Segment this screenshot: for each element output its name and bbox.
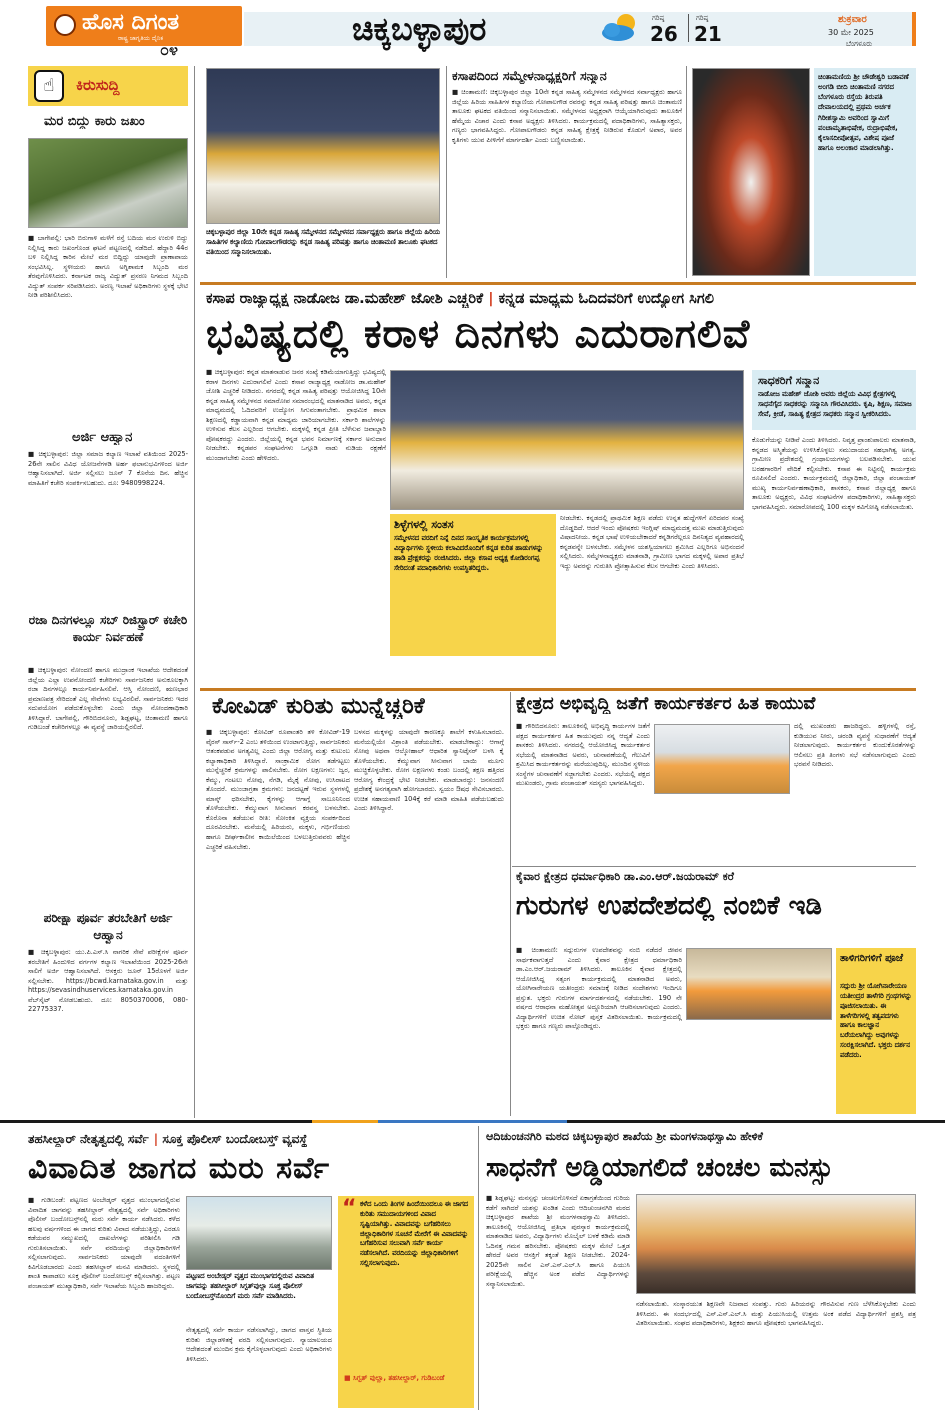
hand-icon: ☝ (34, 70, 64, 102)
brief-body-2: ■ ಚಿಕ್ಕಬಳ್ಳಾಪುರ: ಜಿಲ್ಲಾ ಸಮಾಜ ಕಲ್ಯಾಣ ಇಲಾಖೆ ವತಿಯಿಂದ 2025-26ನೇ ಸಾಲಿನ ವಿವಿಧ ಯೋಜನೆಗಳಡಿ ಅರ್ಹ ಫಲಾನುಭವಿಗಳಿಂದ ಅರ್ಜಿ ಆಹ್ವಾನಿಸಲಾಗಿದೆ. ಅರ್ಜಿ ಸಲ್ಲಿಸಲು ಜೂನ್ 7 ಕೊನೆಯ ದಿನ. ಹೆಚ್ಚಿನ ಮಾಹಿತಿಗೆ ಕಚೇರಿ ಸಂಪರ್ಕಿಸಬಹುದು. ದೂ: 9480998224. (28, 450, 188, 487)
guru-body: ■ ಚಿಂತಾಮಣಿ: ಸದ್ಗುರುಗಳ ಉಪದೇಶವನ್ನು ನಂಬಿ ನಡೆದರೆ ಜೀವನ ಸಾರ್ಥಕವಾಗುತ್ತದೆ ಎಂದು ಕೈವಾರ ಕ್ಷೇತ್ರದ ಧರ್ಮಾಧಿಕಾರಿ ಡಾ.ಎಂ.ಆರ್.ಜಯರಾಮ್ ತಿಳಿಸಿದರು. ತಾಲೂಕಿನ ಕೈವಾರ ಕ್ಷೇತ್ರದಲ್ಲಿ ಆಯೋಜಿಸಿದ್ದ ಸತ್ಸಂಗ ಕಾರ್ಯಕ್ರಮದಲ್ಲಿ ಮಾತನಾಡಿದ ಅವರು, ಯೋಗಿನಾರೇಯಣ ಯತೀಂದ್ರರು ಸಮಾಜಕ್ಕೆ ನೀಡಿದ ಸಂದೇಶಗಳು ಇಂದಿಗೂ ಪ್ರಸ್ತುತ. ಭಕ್ತರು ಗುರುಗಳ ಮಾರ್ಗದರ್ಶನದಲ್ಲಿ ನಡೆಯಬೇಕು. 190 ನೇ ವರ್ಷದ ಆರಾಧನಾ ಮಹೋತ್ಸವ ಅದ್ದೂರಿಯಾಗಿ ಆಚರಿಸಲಾಗುವುದು ಎಂದರು. ವಿದ್ಯಾರ್ಥಿಗಳಿಗೆ ಉಚಿತ ನೋಟ್ ಪುಸ್ತಕ ವಿತರಿಸಲಾಯಿತು. ಕಾರ್ಯಕ್ರಮದಲ್ಲಿ ಭಕ್ತರು ಹಾಗೂ ಗಣ್ಯರು ಪಾಲ್ಗೊಂಡಿದ್ದರು. (516, 946, 682, 1031)
logo-text: ಹೊಸ ದಿಗಂತ (82, 10, 180, 35)
survey-kicker-right: ಸೂಕ್ತ ಪೊಲೀಸ್ ಬಂದೋಬಸ್ತ್ ವ್ಯವಸ್ಥೆ (162, 1132, 308, 1146)
registration-marks (846, 1410, 886, 1416)
survey-body-2: ನೇತೃತ್ವದಲ್ಲಿ ಸರ್ವೆ ಕಾರ್ಯ ನಡೆಸಲಾಗಿದ್ದು, ಜಾಗದ ವಾಸ್ತವ ಸ್ಥಿತಿಯ ಕುರಿತು ಜಿಲ್ಲಾಡಳಿತಕ್ಕೆ ವರದಿ ಸಲ್ಲಿಸಲಾಗುವುದು. ನ್ಯಾಯಾಲಯದ ಆದೇಶದಂತೆ ಮುಂದಿನ ಕ್ರಮ ಕೈಗೊಳ್ಳಲಾಗುವುದು ಎಂದು ಅಧಿಕಾರಿಗಳು ತಿಳಿಸಿದರು. (186, 1326, 332, 1363)
kirusuddi-label: ಕಿರುಸುದ್ದಿ (76, 76, 120, 94)
survey-headline: ವಿವಾದಿತ ಜಾಗದ ಮರು ಸರ್ವೆ (28, 1151, 331, 1186)
brief-title-4: ಪರೀಕ್ಷಾ ಪೂರ್ವ ತರಬೇತಿಗೆ ಅರ್ಜಿ ಆಹ್ವಾನ (43, 911, 173, 942)
brief-title-2: ಅರ್ಜಿ ಆಹ್ವಾನ (72, 430, 133, 445)
guru-sidebox-title: ತಾಳಿಗರಿಗಳಿಗೆ ಪೂಜೆ (840, 953, 904, 964)
workers-photo (654, 724, 790, 794)
column-divider (446, 66, 447, 278)
column-divider (510, 692, 511, 1116)
car-damage-photo (28, 138, 188, 228)
workers-body: ■ ಗೌರಿಬಿದನೂರು: ತಾಲೂಕಿನಲ್ಲಿ ಅಭಿವೃದ್ಧಿ ಕಾರ್ಯಗಳ ಜತೆಗೆ ಪಕ್ಷದ ಕಾರ್ಯಕರ್ತರ ಹಿತ ಕಾಯುವುದು ನನ್ನ ಆದ್ಯತೆ ಎಂದು ಶಾಸಕರು ತಿಳಿಸಿದರು. ನಗರದಲ್ಲಿ ಆಯೋಜಿಸಿದ್ದ ಕಾರ್ಯಕರ್ತರ ಸಭೆಯಲ್ಲಿ ಮಾತನಾಡಿದ ಅವರು, ಚುನಾವಣೆಯಲ್ಲಿ ಗೆಲುವಿಗೆ ಶ್ರಮಿಸಿದ ಕಾರ್ಯಕರ್ತರನ್ನು ಮರೆಯುವುದಿಲ್ಲ. ಮುಂದಿನ ಸ್ಥಳೀಯ ಸಂಸ್ಥೆಗಳ ಚುನಾವಣೆಗೆ ಸಜ್ಜಾಗಬೇಕು ಎಂದರು. ಸಭೆಯಲ್ಲಿ ಪಕ್ಷದ ಮುಖಂಡರು, ಗ್ರಾಮ ಪಂಚಾಯತ್ ಸದಸ್ಯರು ಭಾಗವಹಿಸಿದ್ದರು. (516, 722, 650, 788)
issue-edition: ಬೆಂಗಳೂರು (846, 40, 873, 48)
registration-marks (90, 1410, 130, 1416)
logo-subtitle: ರಾಷ್ಟ್ರ ಜಾಗೃತಿಯ ದೈನಿಕ (118, 35, 164, 42)
brief-title-1: ಮರ ಬಿದ್ದು ಕಾರು ಜಖಂ (44, 114, 145, 129)
quote-icon: “ (342, 1196, 357, 1221)
main-photo-caption: ಸಮ್ಮೇಳನದ ವರದಿಗೆ ನಿನ್ನೆ ದಿನದ ಸಾಂಸ್ಕೃತಿಕ ಕಾರ್ಯಕ್ರಮಗಳಲ್ಲಿ ವಿದ್ಯಾರ್ಥಿಗಳು ಸ್ಥಳೀಯ ಕಲಾವಿದರೊಂದಿಗೆ ಕನ್ನಡ ಕುರಿತ ಹಾಡುಗಳನ್ನು ಹಾಡಿ ಪ್ರೇಕ್ಷಕರನ್ನು ರಂಜಿಸಿದರು. ಜಿಲ್ಲಾ ಕಸಾಪ ಅಧ್ಯಕ್ಷ ಕೋಡಿರಂಗಪ್ಪ ಸೇರಿದಂತೆ ಪದಾಧಿಕಾರಿಗಳು ಉಪಸ್ಥಿತರಿದ್ದರು. (394, 534, 544, 572)
page-number: ೦೪ (160, 40, 178, 59)
max-temp: 26 (650, 22, 678, 46)
main-body-mid: ನೀಡಬೇಕು. ಕನ್ನಡದಲ್ಲಿ ಪ್ರಾಥಮಿಕ ಶಿಕ್ಷಣ ಪಡೆದು ಉನ್ನತ ಹುದ್ದೆಗಳಿಗೆ ಏರಿದವರ ಸಂಖ್ಯೆ ದೊಡ್ಡದಿದೆ. ಆದರೆ ಇಂದು ಪೋಷಕರು ಇಂಗ್ಲಿಷ್ ಮಾಧ್ಯಮದತ್ತ ಮುಖ ಮಾಡುತ್ತಿರುವುದು ವಿಷಾದನೀಯ. ಕನ್ನಡ ಭಾಷೆ ಉಳಿಯಬೇಕಾದರೆ ಕನ್ನಡಿಗರೆಲ್ಲರೂ ದಿನನಿತ್ಯದ ವ್ಯವಹಾರದಲ್ಲಿ ಕನ್ನಡವನ್ನೇ ಬಳಸಬೇಕು. ಸಮ್ಮೇಳನ ಯಶಸ್ವಿಯಾಗಲು ಶ್ರಮಿಸಿದ ಎಲ್ಲರಿಗೂ ಅಭಿನಂದನೆ ಸಲ್ಲಿಸಿದರು. ಸಮ್ಮೇಳನಾಧ್ಯಕ್ಷರು ಮಾತನಾಡಿ, ಗ್ರಾಮೀಣ ಭಾಗದ ಮಕ್ಕಳಲ್ಲಿ ಅಪಾರ ಪ್ರತಿಭೆ ಇದ್ದು ಅವರನ್ನು ಗುರುತಿಸಿ ಪ್ರೋತ್ಸಾಹಿಸುವ ಕೆಲಸ ಆಗಬೇಕು ಎಂದು ತಿಳಿಸಿದರು. (560, 514, 744, 570)
column-divider (686, 66, 687, 278)
temple-deity-photo (692, 68, 810, 276)
weather-icon (598, 10, 642, 44)
main-photo-caption-title: ಶಿಳ್ಳೆಗಳಲ್ಲಿ ಸಂತಸ (394, 518, 454, 531)
masthead-accent-bar (912, 12, 916, 46)
survey-photo (186, 1196, 332, 1270)
top-story-title: ಕಸಾಪದಿಂದ ಸಮ್ಮೇಳನಾಧ್ಯಕ್ಷರಿಗೆ ಸನ್ಮಾನ (452, 68, 607, 83)
city-title: ಚಿಕ್ಕಬಳ್ಳಾಪುರ (352, 10, 487, 48)
kirusuddi-header (28, 66, 188, 106)
covid-headline: ಕೋವಿಡ್ ಕುರಿತು ಮುನ್ನೆಚ್ಚರಿಕೆ (212, 694, 425, 719)
logo-emblem-icon (54, 14, 76, 36)
mind-headline: ಸಾಧನೆಗೆ ಅಡ್ಡಿಯಾಗಲಿದೆ ಚಂಚಲ ಮನಸ್ಸು (486, 1153, 834, 1183)
felicitation-caption: ಚಿಕ್ಕಬಳ್ಳಾಪುರ ಜಿಲ್ಲಾ 10ನೇ ಕನ್ನಡ ಸಾಹಿತ್ಯ ಸಮ್ಮೇಳನದ ಸಮ್ಮೇಳನದ ಸರ್ವಾಧ್ಯಕ್ಷರು ಹಾಗೂ ಜಿಲ್ಲೆಯ ಹಿರಿಯ ಸಾಹಿತಿಗಳ ಕಲ್ಯಾಣಿಯ ಗೋಪಾಲಗೌಡರನ್ನು ಕನ್ನಡ ಸಾಹಿತ್ಯ ಪರಿಷತ್ತು ಹಾಗೂ ಚಿಂತಾಮಣಿ ತಾಲೂಕು ಘಟಕದ ವತಿಯಿಂದ ಸನ್ಮಾನಿಸಲಾಯಿತು. (206, 228, 440, 256)
main-headline: ಭವಿಷ್ಯದಲ್ಲಿ ಕರಾಳ ದಿನಗಳು ಎದುರಾಗಲಿವೆ (206, 312, 751, 357)
logo-block (46, 6, 242, 46)
survey-kicker (28, 1128, 468, 1147)
felicitation-photo (206, 68, 440, 224)
main-kicker (206, 288, 916, 308)
kicker-separator: | (488, 291, 499, 307)
main-group-photo (390, 370, 744, 510)
masthead-band (244, 12, 912, 46)
covid-body: ■ ಚಿಕ್ಕಬಳ್ಳಾಪುರ: ಕೋವಿಡ್ ರೂಪಾಂತರಿ ತಳಿ ಕೋವಿಡ್-19 ವೈರಸ್ ಸಾರ್ಸ್-2 ಎಂಬ ತಳಿಯಿಂದ ಉಂಟಾಗುತ್ತಿದ್ದು, ಸಾರ್ವಜನಿಕರು ಆತಂಕಪಡುವ ಅಗತ್ಯವಿಲ್ಲ ಎಂದು ಜಿಲ್ಲಾ ಆರೋಗ್ಯ ಮತ್ತು ಕುಟುಂಬ ಕಲ್ಯಾಣಾಧಿಕಾರಿ ತಿಳಿಸಿದ್ದಾರೆ. ಸಾಂಕ್ರಾಮಿಕ ರೋಗ ತಡೆಗಟ್ಟಲು ಮುನ್ನೆಚ್ಚರಿಕೆ ಕ್ರಮಗಳನ್ನು ಪಾಲಿಸಬೇಕು. ರೋಗ ಲಕ್ಷಣಗಳು: ಜ್ವರ, ಕೆಮ್ಮು, ಗಂಟಲು ನೋವು, ನೆಗಡಿ, ಮೈಕೈ ನೋವು, ಉಸಿರಾಟದ ತೊಂದರೆ. ಮುಂಜಾಗ್ರತಾ ಕ್ರಮಗಳು: ಜನದಟ್ಟಣೆ ಇರುವ ಸ್ಥಳಗಳಲ್ಲಿ ಮಾಸ್ಕ್ ಧರಿಸಬೇಕು, ಕೈಗಳನ್ನು ಆಗಾಗ್ಗೆ ಸಾಬೂನಿನಿಂದ ತೊಳೆಯಬೇಕು. ಕೆಮ್ಮುವಾಗ ಸೀನುವಾಗ ಕರವಸ್ತ್ರ ಬಳಸಬೇಕು. ಕೊರೊನಾ ತಡೆಯುವ ರೀತಿ: ಸೋಂಕಿತ ವ್ಯಕ್ತಿಯ ಸಂಪರ್ಕದಿಂದ ದೂರವಿರಬೇಕು. ಮನೆಯಲ್ಲಿ ಹಿರಿಯರು, ಮಕ್ಕಳು, ಗರ್ಭಿಣಿಯರು ಹಾಗೂ ದೀರ್ಘಕಾಲೀನ ಕಾಯಿಲೆಯಿಂದ ಬಳಲುತ್ತಿರುವವರು ಹೆಚ್ಚಿನ ಎಚ್ಚರಿಕೆ ವಹಿಸಬೇಕು. (206, 728, 350, 851)
guru-sidebox-body: ಸದ್ಗುರು ಶ್ರೀ ಯೋಗಿನಾರೇಯಣ ಯತೀಂದ್ರರ ತಾಳೆಗರಿ ಗ್ರಂಥಗಳನ್ನು ಪೂಜಿಸಲಾಯಿತು. ಈ ತಾಳೆಗರಿಗಳಲ್ಲಿ ತತ್ವಪದಗಳು ಹಾಗೂ ಕಾಲಜ್ಞಾನ ಬರೆಯಲಾಗಿದ್ದು ಅವುಗಳನ್ನು ಸಂರಕ್ಷಿಸಲಾಗಿದೆ. ಭಕ್ತರು ದರ್ಶನ ಪಡೆದರು. (840, 982, 912, 1059)
column-divider (194, 66, 195, 1118)
brief-body-4: ■ ಚಿಕ್ಕಬಳ್ಳಾಪುರ: ಯು.ಪಿ.ಎಸ್.ಸಿ ನಾಗರಿಕ ಸೇವೆ ಪರೀಕ್ಷೆಗಳ ಪೂರ್ವ ತರಬೇತಿಗೆ ಹಿಂದುಳಿದ ವರ್ಗಗಳ ಕಲ್ಯಾಣ ಇಲಾಖೆಯಿಂದ 2025-26ನೇ ಸಾಲಿಗೆ ಅರ್ಜಿ ಆಹ್ವಾನಿಸಲಾಗಿದೆ. ಆಸಕ್ತರು ಜೂನ್ 15ರೊಳಗೆ ಅರ್ಜಿ ಸಲ್ಲಿಸಬೇಕು. https://bcwd.karnataka.gov.in ಮತ್ತು https://sevasindhuservices.karnataka.gov.in ವೆಬ್‌ಸೈಟ್ ನೋಡಬಹುದು. ದೂ: 8050370006, 080-22775337. (28, 948, 188, 1014)
workers-body-2: ದಲ್ಲಿ ಮುಖಂಡರು ಹಾಜರಿದ್ದರು. ಹಳ್ಳಿಗಳಲ್ಲಿ ರಸ್ತೆ, ಕುಡಿಯುವ ನೀರು, ಚರಂಡಿ ವ್ಯವಸ್ಥೆ ಸುಧಾರಣೆಗೆ ಆದ್ಯತೆ ನೀಡಲಾಗುವುದು. ಕಾರ್ಯಕರ್ತರ ಕುಂದುಕೊರತೆಗಳನ್ನು ಆಲಿಸಲು ಪ್ರತಿ ತಿಂಗಳು ಸಭೆ ನಡೆಸಲಾಗುವುದು ಎಂದು ಭರವಸೆ ನೀಡಿದರು. (794, 722, 916, 769)
kicker-separator: | (153, 1132, 163, 1146)
max-temp-label: ಗರಿಷ್ಠ (652, 14, 665, 22)
guru-headline: ಗುರುಗಳ ಉಪದೇಶದಲ್ಲಿ ನಂಬಿಕೆ ಇಡಿ (516, 891, 822, 921)
survey-kicker-left: ತಹಸೀಲ್ದಾರ್ ನೇತೃತ್ವದಲ್ಲಿ ಸರ್ವೆ (28, 1132, 149, 1146)
min-temp: 21 (694, 22, 722, 46)
main-sidebox-body: ನಾಡೋಜ ಮಹೇಶ್ ಜೋಶಿ ಅವರು ಜಿಲ್ಲೆಯ ವಿವಿಧ ಕ್ಷೇತ್ರಗಳಲ್ಲಿ ಸಾಧನೆಗೈದ ಸಾಧಕರನ್ನು ಸನ್ಮಾನಿಸಿ ಗೌರವಿಸಿದರು. ಕೃಷಿ, ಶಿಕ್ಷಣ, ಸಮಾಜ ಸೇವೆ, ಕ್ರೀಡೆ, ಸಾಹಿತ್ಯ ಕ್ಷೇತ್ರದ ಸಾಧಕರು ಸನ್ಮಾನ ಸ್ವೀಕರಿಸಿದರು. (758, 390, 912, 418)
temple-caption: ಚಿಂತಾಮಣಿಯ ಶ್ರೀ ಚೌಡೇಶ್ವರಿ ಬಡಾವಣೆ ಅಂಗಡಿ ಬೀದಿ ಚಿಂತಾಮಣಿ ನಗರದ ಬೆಂಗಳೂರು ರಸ್ತೆಯ ತಿರುಪತಿ ದೇವಾಲಯದಲ್ಲಿ ಪ್ರಥಮ ಅರ್ಚಕ ಗಿರೀಶಸ್ವಾಮಿ ಅವರಿಂದ ಸ್ವಾಮಿಗೆ ಪಂಚಾಮೃತಾಭಿಷೇಕ, ರುದ್ರಾಭಿಷೇಕ, ಕೈಲಾಸದೀಪೋತ್ಸವ, ವಿಶೇಷ ಪೂಜೆ ಹಾಗೂ ಅಲಂಕಾರ ಮಾಡಲಾಗಿತ್ತು. (818, 73, 909, 152)
brief-title-3: ರಜಾ ದಿನಗಳಲ್ಲೂ ಸಬ್ ರಿಜಿಸ್ಟ್ರಾರ್ ಕಚೇರಿ ಕಾರ್ಯ ನಿರ್ವಹಣೆ (28, 613, 188, 644)
mind-body: ■ ಶಿಡ್ಲಘಟ್ಟ: ಮನಸ್ಸನ್ನು ಚಂಚಲಗೊಳಿಸದೆ ಏಕಾಗ್ರತೆಯಿಂದ ಗುರಿಯ ಕಡೆಗೆ ಸಾಗಿದರೆ ಯಶಸ್ಸು ಖಂಡಿತ ಎಂದು ಆದಿಚುಂಚನಗಿರಿ ಮಠದ ಚಿಕ್ಕಬಳ್ಳಾಪುರ ಶಾಖೆಯ ಶ್ರೀ ಮಂಗಳನಾಥಸ್ವಾಮಿ ತಿಳಿಸಿದರು. ತಾಲೂಕಿನಲ್ಲಿ ಆಯೋಜಿಸಿದ್ದ ಪ್ರತಿಭಾ ಪುರಸ್ಕಾರ ಕಾರ್ಯಕ್ರಮದಲ್ಲಿ ಮಾತನಾಡಿದ ಅವರು, ವಿದ್ಯಾರ್ಥಿಗಳು ಮೊಬೈಲ್ ಬಳಕೆ ಕಡಿಮೆ ಮಾಡಿ ಓದಿನತ್ತ ಗಮನ ಹರಿಸಬೇಕು. ಪೋಷಕರು ಮಕ್ಕಳ ಮೇಲೆ ಒತ್ತಡ ಹೇರದೆ ಅವರ ಆಸಕ್ತಿಗೆ ತಕ್ಕಂತೆ ಶಿಕ್ಷಣ ನೀಡಬೇಕು. 2024-2025ನೇ ಸಾಲಿನ ಎಸ್.ಎಸ್.ಎಲ್.ಸಿ ಹಾಗೂ ಪಿಯುಸಿ ಪರೀಕ್ಷೆಯಲ್ಲಿ ಹೆಚ್ಚಿನ ಅಂಕ ಪಡೆದ ವಿದ್ಯಾರ್ಥಿಗಳನ್ನು ಸನ್ಮಾನಿಸಲಾಯಿತು. (486, 1194, 630, 1288)
min-temp-label: ಗರಿಷ್ಠ (696, 14, 709, 22)
survey-body: ■ ಗುಡಿಬಂಡೆ: ಪಟ್ಟಣದ ಅಂಬೇಡ್ಕರ್ ವೃತ್ತದ ಮುಂಭಾಗದಲ್ಲಿರುವ ವಿವಾದಿತ ಜಾಗವನ್ನು ತಹಸೀಲ್ದಾರ್ ನೇತೃತ್ವದಲ್ಲಿ ಸರ್ವೆ ಅಧಿಕಾರಿಗಳು ಪೊಲೀಸ್ ಬಂದೋಬಸ್ತ್‌ನಲ್ಲಿ ಮರು ಸರ್ವೆ ಕಾರ್ಯ ನಡೆಸಿದರು. ಕಳೆದ ಹಲವು ವರ್ಷಗಳಿಂದ ಈ ಜಾಗದ ಕುರಿತು ವಿವಾದ ನಡೆಯುತ್ತಿದ್ದು, ಎರಡೂ ಕಡೆಯವರ ಸಮ್ಮುಖದಲ್ಲಿ ದಾಖಲೆಗಳನ್ನು ಪರಿಶೀಲಿಸಿ ಗಡಿ ಗುರುತಿಸಲಾಯಿತು. ಸರ್ವೆ ವರದಿಯನ್ನು ಜಿಲ್ಲಾಧಿಕಾರಿಗಳಿಗೆ ಸಲ್ಲಿಸಲಾಗುವುದು. ಸಾರ್ವಜನಿಕರು ಯಾವುದೇ ವದಂತಿಗಳಿಗೆ ಕಿವಿಗೊಡಬಾರದು ಎಂದು ತಹಸೀಲ್ದಾರ್ ಮನವಿ ಮಾಡಿದರು. ಸ್ಥಳದಲ್ಲಿ ಶಾಂತಿ ಕಾಪಾಡಲು ಸೂಕ್ತ ಪೊಲೀಸ್ ಬಂದೋಬಸ್ತ್ ಕಲ್ಪಿಸಲಾಗಿತ್ತು. ಪಟ್ಟಣ ಪಂಚಾಯತ್ ಮುಖ್ಯಾಧಿಕಾರಿ, ಸರ್ವೆ ಇಲಾಖೆಯ ಸಿಬ್ಬಂದಿ ಹಾಜರಿದ್ದರು. (28, 1196, 180, 1290)
brief-body-3: ■ ಚಿಕ್ಕಬಳ್ಳಾಪುರ: ನೋಂದಣಿ ಹಾಗೂ ಮುದ್ರಾಂಕ ಇಲಾಖೆಯ ಆದೇಶದಂತೆ ಜಿಲ್ಲೆಯ ಎಲ್ಲಾ ಉಪನೋಂದಣಿ ಕಚೇರಿಗಳು ಸಾರ್ವಜನಿಕರ ಅನುಕೂಲಕ್ಕಾಗಿ ರಜಾ ದಿನಗಳಲ್ಲೂ ಕಾರ್ಯನಿರ್ವಹಿಸಲಿವೆ. ಆಸ್ತಿ ನೋಂದಣಿ, ಋಣಭಾರ ಪ್ರಮಾಣಪತ್ರ ಸೇರಿದಂತೆ ಎಲ್ಲ ಸೇವೆಗಳು ಲಭ್ಯವಿರಲಿವೆ. ಸಾರ್ವಜನಿಕರು ಇದರ ಸದುಪಯೋಗ ಪಡೆದುಕೊಳ್ಳಬೇಕು ಎಂದು ಜಿಲ್ಲಾ ನೋಂದಣಾಧಿಕಾರಿ ತಿಳಿಸಿದ್ದಾರೆ. ಬಾಗೇಪಲ್ಲಿ, ಗೌರಿಬಿದನೂರು, ಶಿಡ್ಲಘಟ್ಟ, ಚಿಂತಾಮಣಿ ಹಾಗೂ ಗುಡಿಬಂಡೆ ಕಚೇರಿಗಳಲ್ಲೂ ಈ ವ್ಯವಸ್ಥೆ ಜಾರಿಯಲ್ಲಿರಲಿದೆ. (28, 666, 188, 732)
issue-date: 30 ಮೇ 2025 (828, 28, 874, 37)
main-body-right: ಕೊಡುಗೆಯನ್ನು ನೀಡಿವೆ ಎಂದು ತಿಳಿಸಿದರು. ನಿವೃತ್ತ ಪ್ರಾಂಶುಪಾಲರು ಮಾತನಾಡಿ, ಕನ್ನಡದ ಅಸ್ಮಿತೆಯನ್ನು ಉಳಿಸಿಕೊಳ್ಳಲು ಸಮುದಾಯದ ಸಹಭಾಗಿತ್ವ ಅಗತ್ಯ. ಗ್ರಾಮೀಣ ಪ್ರದೇಶದಲ್ಲಿ ಗ್ರಂಥಾಲಯಗಳನ್ನು ಬಲಪಡಿಸಬೇಕು. ಯುವ ಬರಹಗಾರರಿಗೆ ವೇದಿಕೆ ಕಲ್ಪಿಸಬೇಕು. ಕಸಾಪ ಈ ನಿಟ್ಟಿನಲ್ಲಿ ಕಾರ್ಯಕ್ರಮ ರೂಪಿಸಲಿದೆ ಎಂದರು. ಕಾರ್ಯಕ್ರಮದಲ್ಲಿ ಜಿಲ್ಲಾಧಿಕಾರಿ, ಜಿಲ್ಲಾ ಪಂಚಾಯತ್ ಮುಖ್ಯ ಕಾರ್ಯನಿರ್ವಹಣಾಧಿಕಾರಿ, ಶಾಸಕರು, ಕಸಾಪ ಜಿಲ್ಲಾಧ್ಯಕ್ಷ ಹಾಗೂ ತಾಲೂಕು ಅಧ್ಯಕ್ಷರು, ವಿವಿಧ ಸಂಘಟನೆಗಳ ಪದಾಧಿಕಾರಿಗಳು, ಸಾಹಿತ್ಯಾಸಕ್ತರು ಭಾಗವಹಿಸಿದ್ದರು. ಸಮಾರೋಪದಲ್ಲಿ 100 ಮಕ್ಕಳ ಕವಿಗೋಷ್ಠಿ ನಡೆಸಲಾಯಿತು. (752, 436, 916, 511)
main-sidebox-title: ಸಾಧಕರಿಗೆ ಸನ್ಮಾನ (758, 374, 820, 387)
issue-day: ಶುಕ್ರವಾರ (838, 14, 867, 25)
temp-divider (688, 14, 689, 42)
registration-marks (340, 1410, 380, 1416)
guru-photo (686, 948, 832, 1020)
masthead (0, 0, 945, 60)
mind-body-2: ನಡೆಸಲಾಯಿತು. ಸಂಸ್ಕಾರಯುತ ಶಿಕ್ಷಣವೇ ನಿಜವಾದ ಸಂಪತ್ತು. ಗುರು ಹಿರಿಯರನ್ನು ಗೌರವಿಸುವ ಗುಣ ಬೆಳೆಸಿಕೊಳ್ಳಬೇಕು ಎಂದು ತಿಳಿಸಿದರು. ಈ ಸಂದರ್ಭದಲ್ಲಿ ಎಸ್.ಎಸ್.ಎಲ್.ಸಿ ಮತ್ತು ಪಿಯುಸಿಯಲ್ಲಿ ಉತ್ತಮ ಅಂಕ ಪಡೆದ ವಿದ್ಯಾರ್ಥಿಗಳಿಗೆ ಪ್ರಶಸ್ತಿ ಪತ್ರ ವಿತರಿಸಲಾಯಿತು. ಸಂಘದ ಪದಾಧಿಕಾರಿಗಳು, ಶಿಕ್ಷಕರು ಹಾಗೂ ಪೋಷಕರು ಭಾಗವಹಿಸಿದ್ದರು. (636, 1300, 916, 1328)
mind-photo (636, 1194, 916, 1294)
color-strip (0, 1120, 945, 1123)
kirusuddi-column (28, 66, 188, 1118)
survey-quote: ಕಳೆದ ಒಂದು ತಿಂಗಳ ಹಿಂದೆಯಿಂದಲೂ ಈ ಜಾಗದ ಕುರಿತು ಸಮುದಾಯಗಳಿಂದ ವಿವಾದ ಸೃಷ್ಟಿಯಾಗಿತ್ತು. ವಿವಾದವನ್ನು ಬಗೆಹರಿಸಲು ಜಿಲ್ಲಾಧಿಕಾರಿಗಳ ಸೂಚನೆ ಮೇರೆಗೆ ಈ ವಿವಾದವನ್ನು ಬಗೆಹರಿಸುವ ಸಲುವಾಗಿ ಸರ್ವೆ ಕಾರ್ಯ ನಡೆಸಲಾಗಿದೆ. ವರದಿಯನ್ನು ಜಿಲ್ಲಾಧಿಕಾರಿಗಳಿಗೆ ಸಲ್ಲಿಸಲಾಗುವುದು. (360, 1200, 469, 1268)
workers-headline: ಕ್ಷೇತ್ರದ ಅಭಿವೃದ್ಧಿ ಜತೆಗೆ ಕಾರ್ಯಕರ್ತರ ಹಿತ ಕಾಯುವೆ (516, 694, 816, 714)
section-rule-thin (512, 866, 916, 867)
mind-kicker: ಆದಿಚುಂಚನಗಿರಿ ಮಠದ ಚಿಕ್ಕಬಳ್ಳಾಪುರ ಶಾಖೆಯ ಶ್ರೀ ಮಂಗಳನಾಥಸ್ವಾಮಿ ಹೇಳಿಕೆ (486, 1130, 763, 1143)
guru-kicker: ಕೈವಾರ ಕ್ಷೇತ್ರದ ಧರ್ಮಾಧಿಕಾರಿ ಡಾ.ಎಂ.ಆರ್.ಜಯರಾಮ್ ಕರೆ (516, 870, 734, 883)
main-kicker-right: ಕನ್ನಡ ಮಾಧ್ಯಮ ಓದಿದವರಿಗೆ ಉದ್ಯೋಗ ಸಿಗಲಿ (498, 291, 714, 307)
survey-photo-caption: ಪಟ್ಟಣದ ಅಂಬೇಡ್ಕರ್ ವೃತ್ತದ ಮುಂಭಾಗದಲ್ಲಿರುವ ವಿವಾದಿತ ಜಾಗವನ್ನು ತಹಸೀಲ್ದಾರ್ ಸಿಗ್ಬತ್‌ವುಲ್ಲಾ ಸೂಕ್ತ ಪೊಲೀಸ್ ಬಂದೋಬಸ್ತ್‌ನೊಂದಿಗೆ ಮರು ಸರ್ವೆ ಮಾಡಿಸಿದರು. (186, 1272, 314, 1300)
main-body-left: ■ ಚಿಕ್ಕಬಳ್ಳಾಪುರ: ಕನ್ನಡ ಮಾತನಾಡುವ ಜನರ ಸಂಖ್ಯೆ ಕಡಿಮೆಯಾಗುತ್ತಿದ್ದು ಭವಿಷ್ಯದಲ್ಲಿ ಕರಾಳ ದಿನಗಳು ಎದುರಾಗಲಿವೆ ಎಂದು ಕಸಾಪ ರಾಜ್ಯಾಧ್ಯಕ್ಷ ನಾಡೋಜ ಡಾ.ಮಹೇಶ್ ಜೋಶಿ ಎಚ್ಚರಿಕೆ ನೀಡಿದರು. ನಗರದಲ್ಲಿ ಕನ್ನಡ ಸಾಹಿತ್ಯ ಪರಿಷತ್ತು ಆಯೋಜಿಸಿದ್ದ 10ನೇ ಕನ್ನಡ ಸಾಹಿತ್ಯ ಸಮ್ಮೇಳನದ ಸಮಾರೋಪ ಸಮಾರಂಭದಲ್ಲಿ ಮಾತನಾಡಿದ ಅವರು, ಕನ್ನಡ ಮಾಧ್ಯಮದಲ್ಲಿ ಓದಿದವರಿಗೆ ಉದ್ಯೋಗ ಸಿಗುವಂತಾಗಬೇಕು. ಪ್ರಾಥಮಿಕ ಶಾಲಾ ಶಿಕ್ಷಣದಲ್ಲಿ ಕಡ್ಡಾಯವಾಗಿ ಕನ್ನಡ ಮಾಧ್ಯಮ ಜಾರಿಯಾಗಬೇಕು. ಸರ್ಕಾರಿ ಶಾಲೆಗಳನ್ನು ಉಳಿಸುವ ಕೆಲಸ ಎಲ್ಲರಿಂದ ಆಗಬೇಕು. ಮಕ್ಕಳಲ್ಲಿ ಕನ್ನಡ ಪ್ರೀತಿ ಬೆಳೆಸುವ ಜವಾಬ್ದಾರಿ ಪೋಷಕರದ್ದು ಎಂದರು. ಜಿಲ್ಲೆಯಲ್ಲಿ ಕನ್ನಡ ಭವನ ನಿರ್ಮಾಣಕ್ಕೆ ಸರ್ಕಾರ ಅನುದಾನ ನೀಡಬೇಕು. ಕನ್ನಡಪರ ಸಂಘಟನೆಗಳು ಒಗ್ಗೂಡಿ ನಾಡು ನುಡಿಯ ರಕ್ಷಣೆಗೆ ಮುಂದಾಗಬೇಕು ಎಂದು ಹೇಳಿದರು. (206, 368, 386, 462)
main-kicker-left: ಕಸಾಪ ರಾಜ್ಯಾಧ್ಯಕ್ಷ ನಾಡೋಜ ಡಾ.ಮಹೇಶ್ ಜೋಶಿ ಎಚ್ಚರಿಕೆ (206, 291, 484, 307)
covid-body-2: ಬಳಸದ ಮಕ್ಕಳನ್ನು ಯಾವುದೇ ಕಾರಣಕ್ಕೂ ಶಾಲೆಗೆ ಕಳುಹಿಸಬಾರದು. ಮನೆಯಲ್ಲಿಯೇ ವಿಶ್ರಾಂತಿ ಪಡೆಯಬೇಕು. ಮಾಡಬೇಕಾದ್ದು: ಆಗಾಗ್ಗೆ ಸೋಪು ಅಥವಾ ಆಲ್ಕೋಹಾಲ್ ಆಧಾರಿತ ಸ್ಯಾನಿಟೈಸರ್ ಬಳಸಿ ಕೈ ತೊಳೆಯಬೇಕು. ಕೆಮ್ಮುವಾಗ ಸೀನುವಾಗ ಬಾಯಿ ಮೂಗು ಮುಚ್ಚಿಕೊಳ್ಳಬೇಕು. ರೋಗ ಲಕ್ಷಣಗಳು ಕಂಡು ಬಂದಲ್ಲಿ ತಕ್ಷಣ ಹತ್ತಿರದ ಆರೋಗ್ಯ ಕೇಂದ್ರಕ್ಕೆ ಭೇಟಿ ನೀಡಬೇಕು. ಮಾಡಬಾರದ್ದು: ಜನಸಂದಣಿ ಪ್ರದೇಶಕ್ಕೆ ಅನಗತ್ಯವಾಗಿ ಹೋಗಬಾರದು. ಸ್ವಯಂ ಔಷಧ ಸೇವಿಸಬಾರದು. ಉಚಿತ ಸಹಾಯವಾಣಿ 104ಕ್ಕೆ ಕರೆ ಮಾಡಿ ಮಾಹಿತಿ ಪಡೆಯಬಹುದು ಎಂದು ತಿಳಿಸಿದ್ದಾರೆ. (354, 728, 504, 813)
section-rule (200, 688, 916, 691)
survey-quote-author: ■ ಸಿಗ್ಬತ್ ವುಲ್ಲಾ, ತಹಸೀಲ್ದಾರ್, ಗುಡಿಬಂಡೆ (344, 1374, 445, 1382)
section-rule (200, 282, 916, 285)
guru-body-2 (686, 1024, 832, 1114)
brief-body-1: ■ ಬಾಗೇಪಲ್ಲಿ: ಭಾರಿ ಬಿರುಗಾಳಿ ಮಳೆಗೆ ರಸ್ತೆ ಬದಿಯ ಮರ ಉರುಳಿ ಬಿದ್ದು ನಿಲ್ಲಿಸಿದ್ದ ಕಾರು ಜಖಂಗೊಂಡ ಘಟನೆ ಪಟ್ಟಣದಲ್ಲಿ ನಡೆದಿದೆ. ಹೆದ್ದಾರಿ 44ರ ಬಳಿ ನಿಲ್ಲಿಸಿದ್ದ ಕಾರಿನ ಮೇಲೆ ಮರ ಬಿದ್ದಿದ್ದು ಯಾವುದೇ ಪ್ರಾಣಾಪಾಯ ಸಂಭವಿಸಿಲ್ಲ. ಸ್ಥಳೀಯರು ಹಾಗೂ ಅಗ್ನಿಶಾಮಕ ಸಿಬ್ಬಂದಿ ಮರ ತೆರವುಗೊಳಿಸಿದರು. ಕರ್ನಾಟಕ ರಾಜ್ಯ ವಿದ್ಯುತ್ ಪ್ರಸರಣ ನಿಗಮದ ಸಿಬ್ಬಂದಿ ವಿದ್ಯುತ್ ಸಂಪರ್ಕ ಸರಿಪಡಿಸಿದರು. ಅರಣ್ಯ ಇಲಾಖೆ ಅಧಿಕಾರಿಗಳು ಸ್ಥಳಕ್ಕೆ ಭೇಟಿ ನೀಡಿ ಪರಿಶೀಲಿಸಿದರು. (28, 234, 188, 300)
top-story-body: ■ ಚಿಂತಾಮಣಿ: ಚಿಕ್ಕಬಳ್ಳಾಪುರ ಜಿಲ್ಲಾ 10ನೇ ಕನ್ನಡ ಸಾಹಿತ್ಯ ಸಮ್ಮೇಳನದ ಸಮ್ಮೇಳನದ ಸರ್ವಾಧ್ಯಕ್ಷರು ಹಾಗೂ ಜಿಲ್ಲೆಯ ಹಿರಿಯ ಸಾಹಿತಿಗಳ ಕಲ್ಯಾಣಿಯ ಗೋಪಾಲಗೌಡ ರವರನ್ನು ಕನ್ನಡ ಸಾಹಿತ್ಯ ಪರಿಷತ್ತು ಹಾಗೂ ಚಿಂತಾಮಣಿ ತಾಲೂಕು ಘಟಕದ ವತಿಯಿಂದ ಸನ್ಮಾನಿಸಲಾಯಿತು. ಸಮ್ಮೇಳನದ ಅಧ್ಯಕ್ಷರಾಗಿ ಆಯ್ಕೆಯಾಗಿರುವುದು ತಾಲೂಕಿಗೆ ಹೆಮ್ಮೆಯ ವಿಚಾರ ಎಂದು ಕಸಾಪ ಅಧ್ಯಕ್ಷರು ತಿಳಿಸಿದರು. ಕಾರ್ಯಕ್ರಮದಲ್ಲಿ ಪದಾಧಿಕಾರಿಗಳು, ಸಾಹಿತ್ಯಾಸಕ್ತರು, ಗಣ್ಯರು ಭಾಗವಹಿಸಿದ್ದರು. ಗೋಪಾಲಗೌಡರು ಕನ್ನಡ ಸಾಹಿತ್ಯ ಕ್ಷೇತ್ರಕ್ಕೆ ನೀಡಿರುವ ಕೊಡುಗೆ ಅಪಾರ, ಅವರ ಕೃತಿಗಳು ಯುವ ಪೀಳಿಗೆಗೆ ಮಾರ್ಗದರ್ಶಿ ಎಂದು ಬಣ್ಣಿಸಲಾಯಿತು. (452, 88, 682, 144)
column-divider (478, 1126, 479, 1410)
